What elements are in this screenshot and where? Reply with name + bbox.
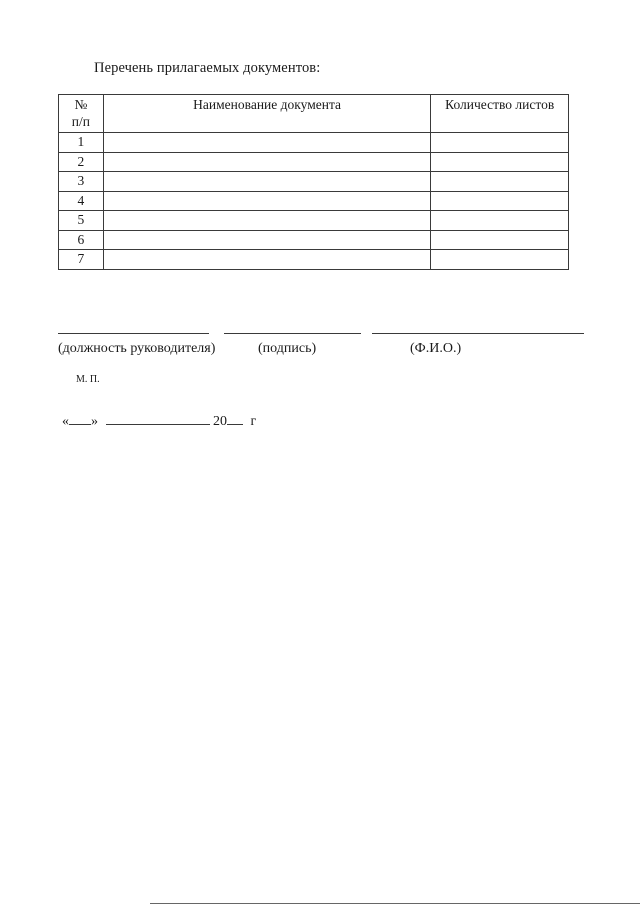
row-sheet-count-cell[interactable] (431, 152, 569, 172)
year-suffix: г (250, 414, 257, 429)
row-number: 6 (59, 230, 104, 250)
table-row (59, 230, 569, 250)
row-sheet-count-cell[interactable] (431, 250, 569, 270)
full-name-line[interactable] (372, 333, 584, 334)
table-row (59, 191, 569, 211)
table-row (59, 172, 569, 192)
table-row (59, 211, 569, 231)
row-document-name-cell[interactable] (103, 191, 431, 211)
position-caption: (должность руководителя) (58, 341, 216, 356)
table-header-row (59, 95, 569, 133)
row-document-name-cell[interactable] (103, 172, 431, 192)
date-open-quote: « (62, 414, 69, 429)
signature-line[interactable] (224, 333, 361, 334)
page-bottom-rule (150, 903, 640, 904)
row-sheet-count-cell[interactable] (431, 172, 569, 192)
header-sheet-count: Количество листов (431, 95, 569, 133)
documents-table (58, 94, 569, 270)
row-document-name-cell[interactable] (103, 250, 431, 270)
full-name-caption: (Ф.И.О.) (410, 341, 462, 356)
header-document-name: Наименование документа (103, 95, 431, 133)
row-number: 2 (59, 152, 104, 172)
row-document-name-cell[interactable] (103, 133, 431, 153)
row-number: 7 (59, 250, 104, 270)
date-close-quote: » (91, 414, 98, 429)
table-row (59, 152, 569, 172)
row-number: 5 (59, 211, 104, 231)
stamp-placeholder: М. П. (76, 374, 100, 385)
signature-caption: (подпись) (258, 341, 317, 356)
month-blank[interactable] (106, 410, 210, 425)
row-number: 4 (59, 191, 104, 211)
row-document-name-cell[interactable] (103, 230, 431, 250)
year-blank[interactable] (227, 410, 243, 425)
header-number-abbrev: п/п (71, 114, 90, 129)
row-document-name-cell[interactable] (103, 152, 431, 172)
document-list-heading: Перечень прилагаемых документов: (94, 60, 321, 76)
row-number: 3 (59, 172, 104, 192)
header-number-sign: № (74, 97, 88, 112)
row-number: 1 (59, 133, 104, 153)
header-number (59, 95, 104, 133)
day-blank[interactable] (69, 410, 91, 425)
row-sheet-count-cell[interactable] (431, 230, 569, 250)
table-row (59, 133, 569, 153)
date-line (62, 410, 256, 430)
year-prefix: 20 (213, 414, 227, 429)
row-sheet-count-cell[interactable] (431, 211, 569, 231)
row-sheet-count-cell[interactable] (431, 133, 569, 153)
row-sheet-count-cell[interactable] (431, 191, 569, 211)
table-row (59, 250, 569, 270)
row-document-name-cell[interactable] (103, 211, 431, 231)
position-signature-line[interactable] (58, 333, 209, 334)
